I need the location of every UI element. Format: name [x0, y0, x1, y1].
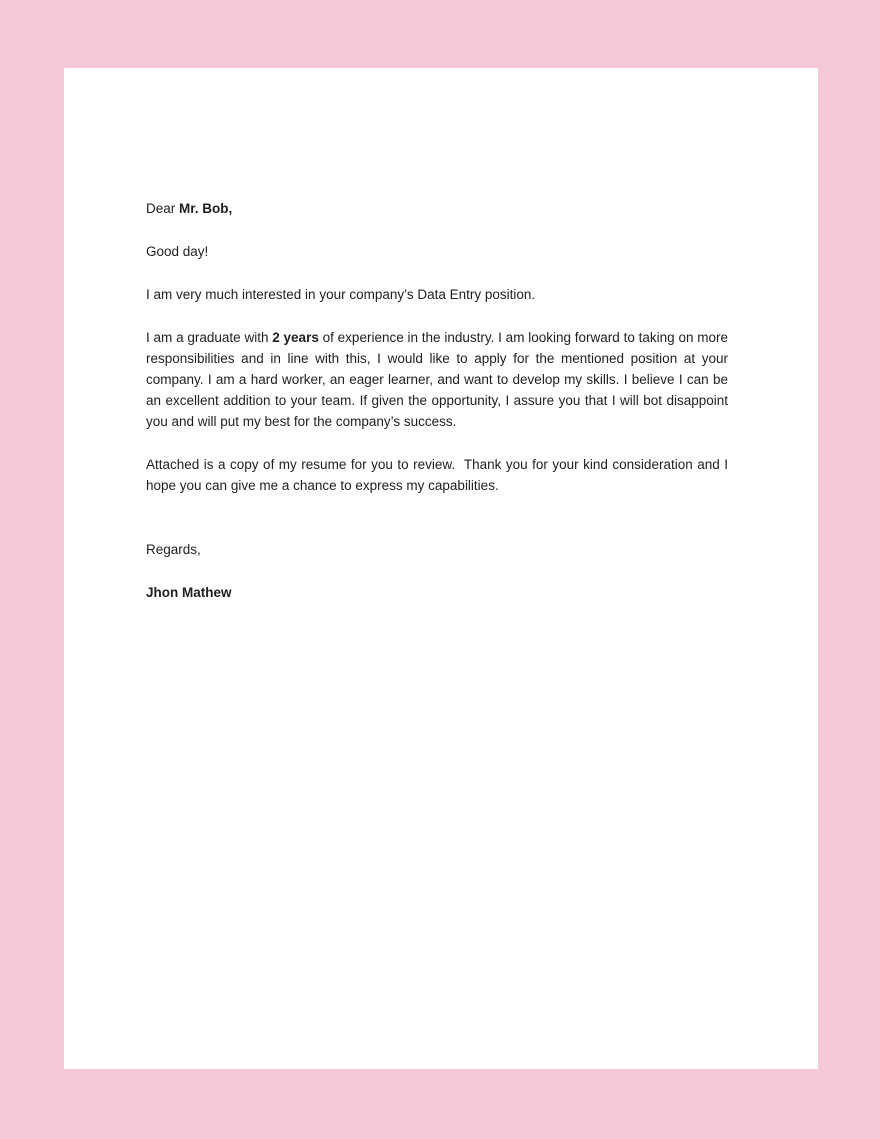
signature-name: Jhon Mathew [146, 585, 232, 600]
salutation [146, 198, 728, 219]
greeting-line: Good day! [146, 244, 209, 259]
intro-paragraph: I am very much interested in your company’s Data Entry position. [146, 287, 536, 302]
body-bold-experience: 2 years [272, 330, 319, 345]
letter-content [146, 198, 732, 625]
salutation-recipient: Mr. Bob, [179, 201, 233, 216]
letter-page [64, 68, 818, 1069]
salutation-prefix: Dear [146, 201, 180, 216]
body-part1: I am a graduate with [146, 330, 273, 345]
closing-paragraph: Attached is a copy of my resume for you to review. Thank you for your kind consideration and I hope you can give me a chance to express my capabilities. [146, 457, 732, 493]
body-paragraph [146, 327, 732, 432]
body-part2: of experience in the industry. I am looking forward to taking on more responsibilities and in line with this, I would like to apply for the mentioned position at your company. I am a hard worker, an eager learner, and want to develop my skills. I believe I can be an excellent addition to your team. If given the opportunity, I assure you that I will bot disappoint you and will put my best for the company’s success. [146, 330, 732, 429]
sign-off: Regards, [146, 542, 201, 557]
